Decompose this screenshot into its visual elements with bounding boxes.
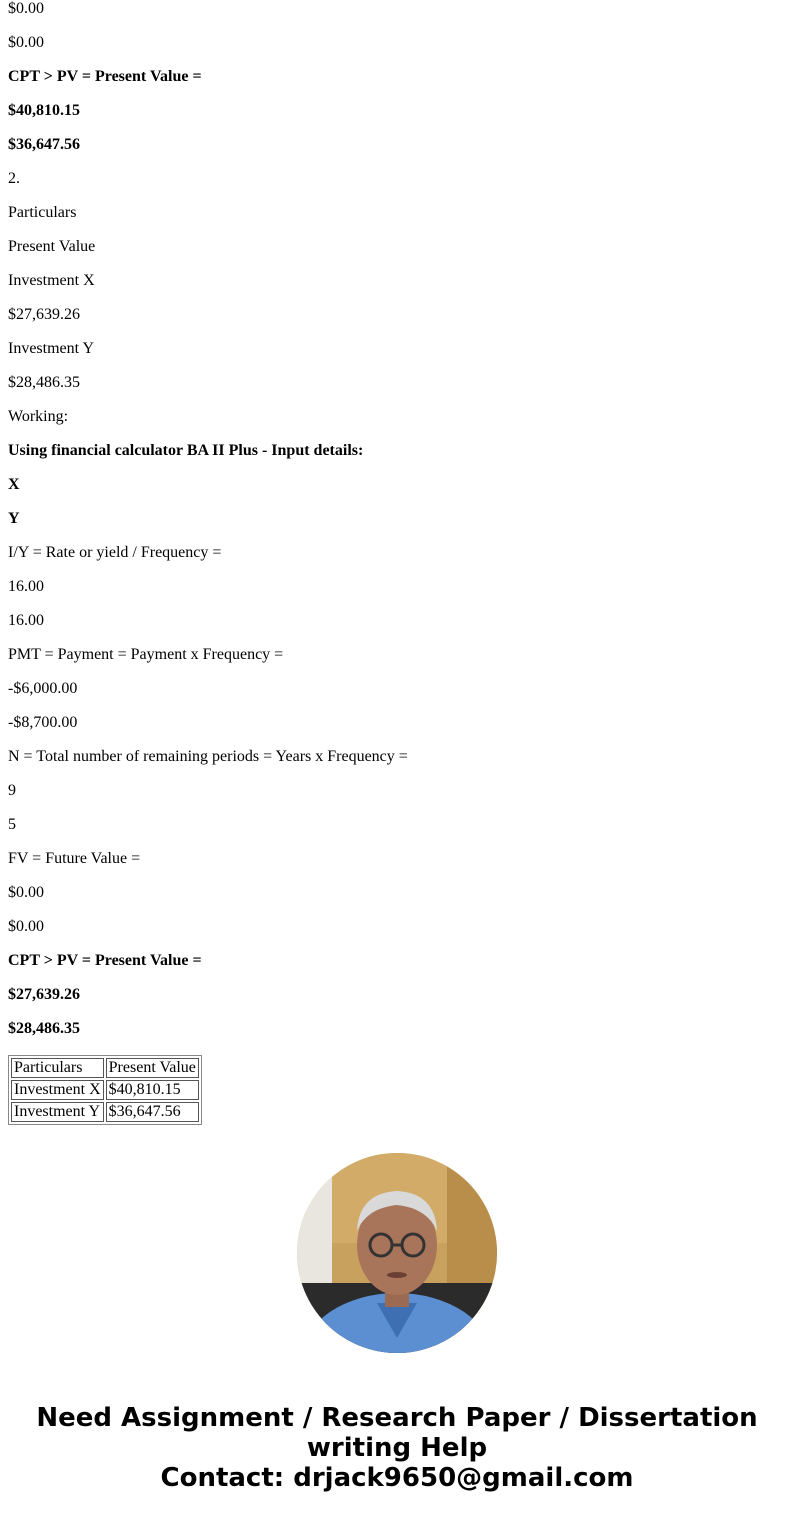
table-row bbox=[11, 1058, 199, 1078]
text-line: $0.00 bbox=[8, 0, 44, 17]
text-line: FV = Future Value = bbox=[8, 850, 141, 867]
text-line: $27,639.26 bbox=[8, 986, 80, 1003]
text-line: $27,639.26 bbox=[8, 306, 80, 323]
author-avatar bbox=[297, 1153, 497, 1353]
text-line: X bbox=[8, 476, 20, 493]
document-body bbox=[8, 0, 786, 1125]
table-row bbox=[11, 1080, 199, 1100]
table-cell-present-value: $36,647.56 bbox=[106, 1102, 199, 1122]
text-line: CPT > PV = Present Value = bbox=[8, 68, 202, 85]
text-line: 16.00 bbox=[8, 612, 44, 629]
text-line: 2. bbox=[8, 170, 20, 187]
text-line: $28,486.35 bbox=[8, 1020, 80, 1037]
text-line: -$8,700.00 bbox=[8, 714, 78, 731]
table-cell-particulars: Investment X bbox=[11, 1080, 104, 1100]
text-line: $28,486.35 bbox=[8, 374, 80, 391]
text-line: $36,647.56 bbox=[8, 136, 80, 153]
text-line: $0.00 bbox=[8, 918, 44, 935]
text-line: PMT = Payment = Payment x Frequency = bbox=[8, 646, 284, 663]
text-line: CPT > PV = Present Value = bbox=[8, 952, 202, 969]
text-line: $0.00 bbox=[8, 884, 44, 901]
text-line: Present Value bbox=[8, 238, 96, 255]
table-cell-present-value: $40,810.15 bbox=[106, 1080, 199, 1100]
text-line: Investment X bbox=[8, 272, 95, 289]
portrait-image bbox=[297, 1153, 497, 1353]
text-line: Working: bbox=[8, 408, 69, 425]
banner-line-2: writing Help bbox=[306, 1433, 488, 1463]
text-line: 16.00 bbox=[8, 578, 44, 595]
table-cell-present-value: Present Value bbox=[106, 1058, 199, 1078]
text-line: Particulars bbox=[8, 204, 77, 221]
text-lines bbox=[8, 0, 786, 1046]
text-line: I/Y = Rate or yield / Frequency = bbox=[8, 544, 222, 561]
text-line: $0.00 bbox=[8, 34, 44, 51]
table-cell-particulars: Particulars bbox=[11, 1058, 104, 1078]
banner-line-1: Need Assignment / Research Paper / Dissertation bbox=[36, 1403, 758, 1433]
text-line: Y bbox=[8, 510, 20, 527]
text-line: 5 bbox=[8, 816, 16, 833]
help-banner bbox=[0, 1403, 794, 1493]
text-line: Investment Y bbox=[8, 340, 95, 357]
present-value-table bbox=[8, 1055, 202, 1125]
text-line: Using financial calculator BA II Plus - Input details: bbox=[8, 442, 364, 459]
text-line: $40,810.15 bbox=[8, 102, 80, 119]
text-line: -$6,000.00 bbox=[8, 680, 78, 697]
text-line: N = Total number of remaining periods = Years x Frequency = bbox=[8, 748, 408, 765]
banner-contact: Contact: drjack9650@gmail.com bbox=[160, 1463, 634, 1493]
text-line: 9 bbox=[8, 782, 16, 799]
table-cell-particulars: Investment Y bbox=[11, 1102, 104, 1122]
table-row bbox=[11, 1102, 199, 1122]
